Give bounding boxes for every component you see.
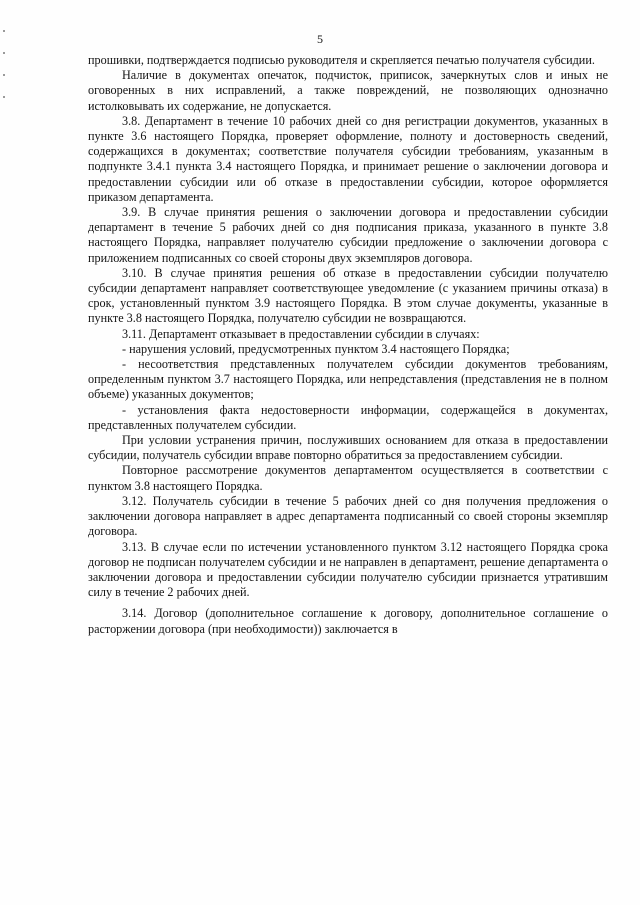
paragraph-continuation: прошивки, подтверждается подписью руководителя и скрепляется печатью получателя субсидии.: [88, 53, 595, 67]
paragraph-3-13: 3.13. В случае если по истечении установленного пунктом 3.12 настоящего Порядка срока договор не подписан получателем субсидии и не направлен в департамент, решение департамента о заключении договора и предоставлении субсидии получателю субсидии признается утратившим силу в течение 2 рабочих дней.: [88, 539, 608, 600]
paragraph-3-9: 3.9. В случае принятия решения о заключении договора и предоставлении субсидии департамент в течение 5 рабочих дней со дня подписания приказа, указанного в пункте 3.8 настоящего Порядка, направляет получателю субсидии предложение о заключении договора с приложением подписанных со своей стороны двух экземпляров договора.: [88, 205, 608, 265]
paragraph-corrections: Наличие в документах опечаток, подчисток, приписок, зачеркнутых слов и иных не оговоренных в них исправлений, а также повреждений, не позволяющих однозначно истолковывать их содержание, не допускается.: [88, 68, 608, 113]
list-item-violation: - нарушения условий, предусмотренных пунктом 3.4 настоящего Порядка;: [122, 341, 510, 356]
scan-mark: [3, 52, 5, 54]
scan-mark: [3, 96, 5, 98]
list-item-false-info: - установления факта недостоверности информации, содержащейся в документах, представленных получателем субсидии.: [88, 402, 608, 432]
paragraph-reapply: При условии устранения причин, послуживших основанием для отказа в предоставлении субсидии, получатель субсидии вправе повторно обратиться за предоставлением субсидии.: [88, 433, 608, 463]
paragraph-3-10: 3.10. В случае принятия решения об отказе в предоставлении субсидии получателю субсидии департамент направляет соответствующее уведомление (с указанием причины отказа) в срок, установленный пунктом 3.9 настоящего Порядка. В этом случае документы, указанные в пункте 3.8 настоящего Порядка, получателю субсидии не возвращаются.: [88, 265, 608, 326]
scan-mark: [3, 74, 5, 76]
paragraph-3-12: 3.12. Получатель субсидии в течение 5 рабочих дней со дня получения предложения о заключении договора направляет в адрес департамента подписанный со своей стороны экземпляр договора.: [88, 493, 608, 539]
document-body: [88, 53, 608, 637]
paragraph-reconsideration: Повторное рассмотрение документов департаментом осуществляется в соответствии с пунктом 3.8 настоящего Порядка.: [88, 463, 608, 493]
paragraph-3-14: 3.14. Договор (дополнительное соглашение к договору, дополнительное соглашение о расторжении договора (при необходимости)) заключается в: [88, 606, 608, 636]
scan-margin-marks: [2, 30, 8, 140]
list-item-noncompliance: - несоответствия представленных получателем субсидии документов требованиям, определенным пунктом 3.7 настоящего Порядка, или непредставления (представления не в полном объеме) указанных документов;: [88, 357, 608, 402]
paragraph-3-11: 3.11. Департамент отказывает в предоставлении субсидии в случаях:: [122, 326, 480, 341]
page-number: 5: [317, 32, 323, 46]
paragraph-3-8: 3.8. Департамент в течение 10 рабочих дней со дня регистрации документов, указанных в пункте 3.6 настоящего Порядка, проверяет оформление, полноту и достоверность сведений, содержащихся в документах; соответствие получателя субсидии требованиям, указанным в подпункте 3.4.1 пункта 3.4 настоящего Порядка, и принимает решение о заключении договора и предоставлении субсидии или об отказе в предоставлении субсидии, которое оформляется приказом департамента.: [88, 113, 608, 204]
